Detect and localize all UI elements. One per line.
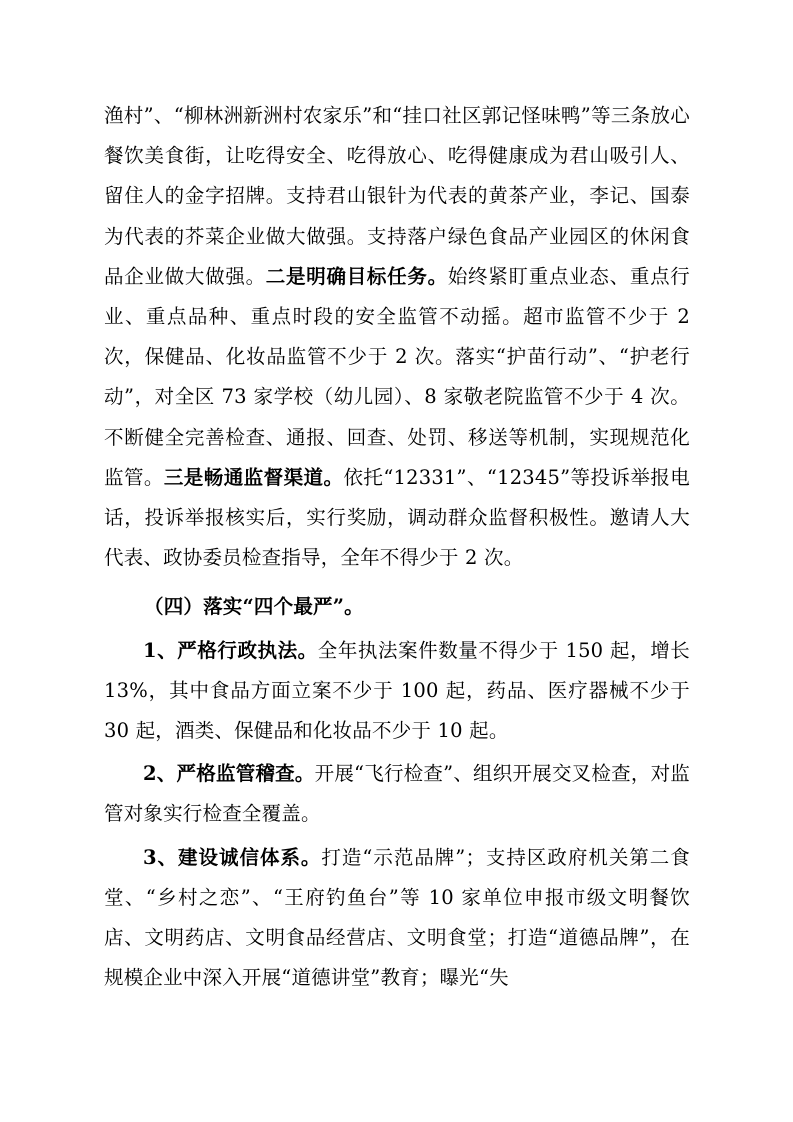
subheading-channels: 三是畅通监督渠道。 — [163, 465, 344, 489]
item-body: 全年执法案件数量不得少于 150 起，增长 13%，其中食品方面立案不少于 100 起，药品、医疗器械不少于 30 起，酒类、保健品和化妆品不少于 10 起。 — [104, 638, 690, 743]
item-title: 3、建设诚信体系。 — [143, 845, 322, 869]
item-body: 打造“示范品牌”；支持区政府机关第二食堂、“乡村之恋”、“王府钓鱼台”等 10 家单位申报市级文明餐饮店、文明药店、文明食品经营店、文明食堂；打造“道德品牌”，在规模企业中深入开展“道德讲堂”教育；曝光“失 — [104, 845, 690, 990]
item-supervision — [104, 754, 690, 834]
section-heading-four: （四）落实“四个最严”。 — [144, 595, 364, 619]
item-title: 2、严格监管稽查。 — [143, 762, 315, 786]
paragraph-text: 依托“12331”、“12345”等投诉举报电话，投诉举报核实后，实行奖励，调动群众监督积极性。邀请人大代表、政协委员检查指导，全年不得少于 2 次。 — [104, 465, 690, 570]
item-title: 1、严格行政执法。 — [143, 638, 318, 662]
document-page — [104, 96, 690, 998]
paragraph-text: 始终紧盯重点业态、重点行业、重点品种、重点时段的安全监管不动摇。超市监管不少于 2 次，保健品、化妆品监管不少于 2 次。落实“护苗行动”、“护老行动”，对全区 73 家学校（幼儿园）、8 家敬老院监管不少于 4 次。不断健全完善检查、通报、回查、处罚、移送等机制，实现规范化监管。 — [104, 264, 690, 489]
item-law-enforcement — [104, 631, 690, 752]
paragraph-food-streets — [104, 96, 690, 578]
subheading-targets: 二是明确目标任务。 — [265, 264, 448, 288]
item-integrity-system — [104, 838, 690, 999]
paragraph-text: 渔村”、“柳林洲新洲村农家乐”和“挂口社区郭记怪味鸭”等三条放心餐饮美食街，让吃得安全、吃得放心、吃得健康成为君山吸引人、留住人的金字招牌。支持君山银针为代表的黄茶产业，李记、国泰为代表的芥菜企业做大做强。支持落户绿色食品产业园区的休闲食品企业做大做强。 — [104, 104, 690, 288]
item-body: 开展“飞行检查”、组织开展交叉检查，对监管对象实行检查全覆盖。 — [104, 762, 690, 826]
